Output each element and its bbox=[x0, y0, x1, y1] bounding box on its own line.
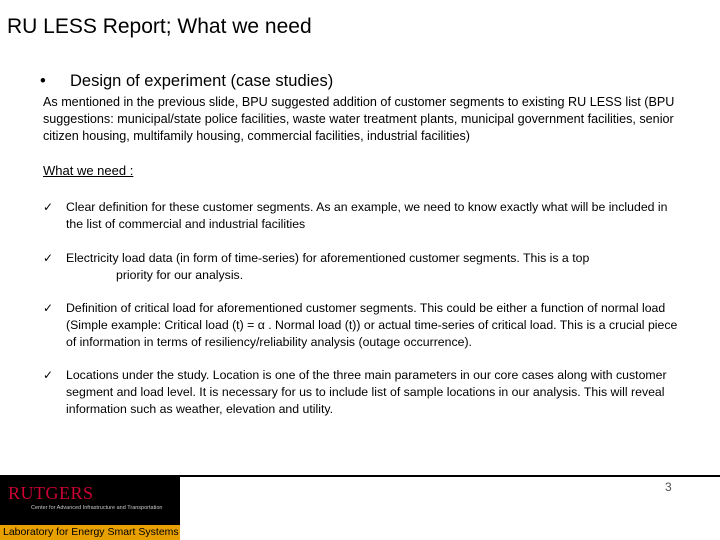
logo-subtitle: Center for Advanced Infrastructure and Transportation bbox=[31, 505, 163, 511]
lab-name: Laboratory for Energy Smart Systems bbox=[3, 526, 179, 538]
page-number: 3 bbox=[665, 480, 672, 494]
slide-title: RU LESS Report; What we need bbox=[7, 15, 312, 38]
checklist-item-text: Clear definition for these customer segments. As an example, we need to know exactly what will be included in the list of commercial and industrial facilities bbox=[66, 200, 668, 231]
checklist-item-text bbox=[66, 250, 686, 284]
bullet-dot-icon: • bbox=[40, 72, 46, 90]
checkmark-icon: ✓ bbox=[43, 251, 54, 265]
checkmark-icon: ✓ bbox=[43, 200, 54, 214]
rutgers-wordmark: RUTGERS bbox=[8, 483, 94, 503]
what-we-need-heading: What we need : bbox=[43, 163, 134, 178]
lab-name-band bbox=[0, 525, 180, 540]
checklist-item-text-line1: Electricity load data (in form of time-series) for aforementioned customer segments. This is a top bbox=[66, 251, 590, 265]
bullet-text: Design of experiment (case studies) bbox=[70, 72, 334, 90]
rutgers-logo bbox=[0, 477, 180, 540]
bullet-item bbox=[40, 70, 333, 92]
intro-paragraph: As mentioned in the previous slide, BPU suggested addition of customer segments to existing RU LESS list (BPU suggestions: municipal/state police facilities, waste water treatment plants, municipal government facilities, senior citizen housing, multifamily housing, commercial facilities, industrial facilities) bbox=[43, 95, 675, 143]
checklist-item-text-line2: priority for our analysis. bbox=[116, 268, 244, 282]
checkmark-icon: ✓ bbox=[43, 301, 54, 315]
checklist-item-text: Locations under the study. Location is one of the three main parameters in our core cases along with customer segment and load level. It is necessary for us to include list of sample locations in our analysis. This will reveal information such as weather, elevation and utility. bbox=[66, 368, 667, 416]
checkmark-icon: ✓ bbox=[43, 368, 54, 382]
checklist-item-text: Definition of critical load for aforementioned customer segments. This could be either a function of normal load (Simple example: Critical load (t) = α . Normal load (t)) or actual time-series of critical load. This is a crucial piece of information in terms of resiliency/reliability analysis (outage occurrence). bbox=[66, 301, 678, 349]
